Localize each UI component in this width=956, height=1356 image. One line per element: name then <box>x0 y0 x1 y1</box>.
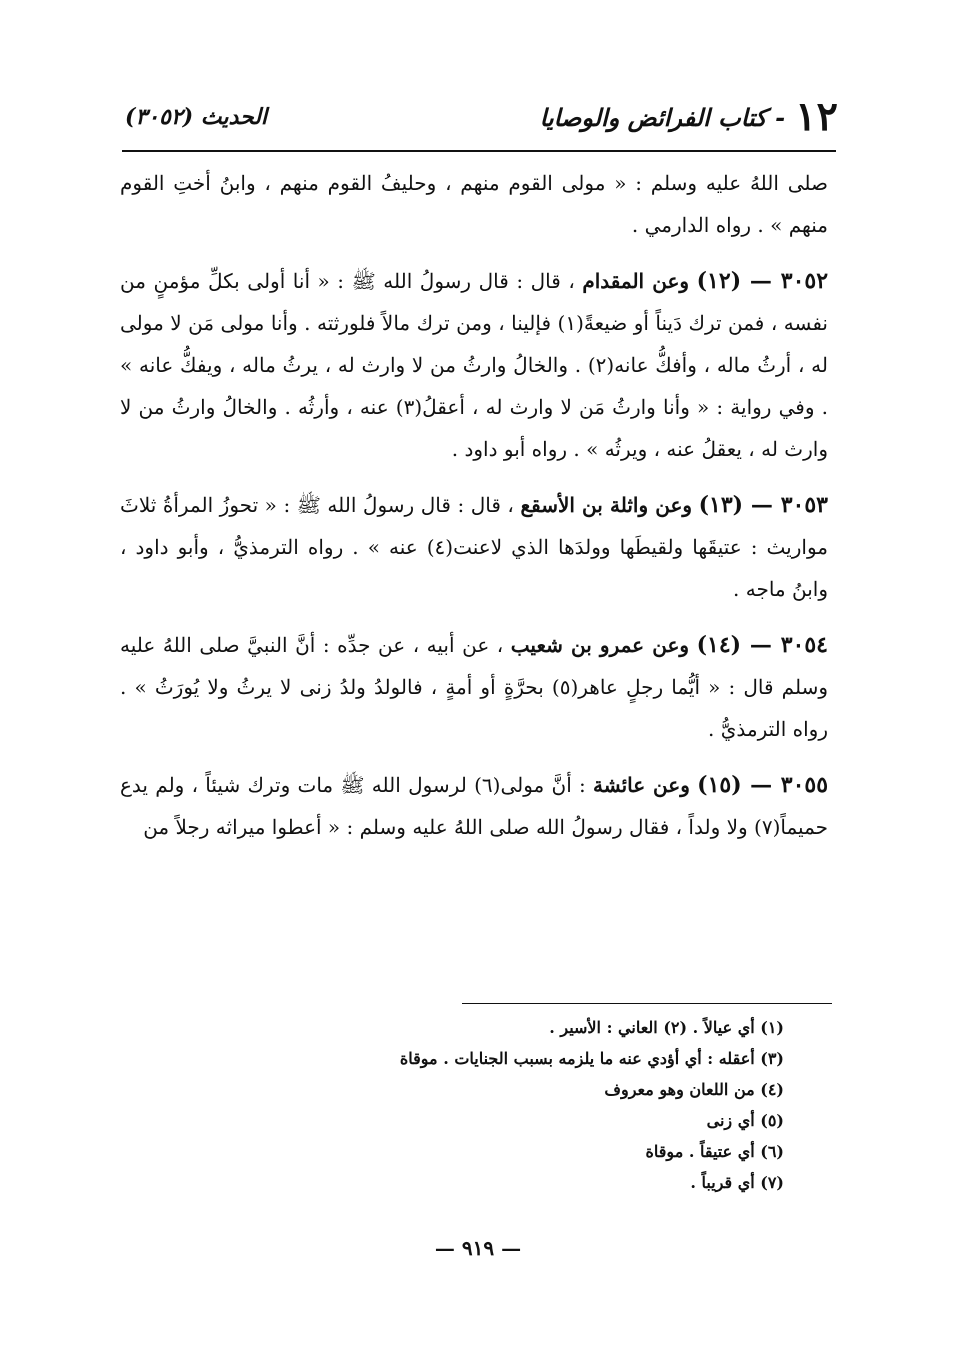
main-text <box>120 162 828 862</box>
hadith-number: ٣٠٥٣ — (١٣) <box>698 492 828 518</box>
header-divider <box>122 150 836 152</box>
hadith-narrator: وعن عمرو بن شعيب <box>510 633 690 657</box>
hadith-narrator: وعن عائشة <box>593 773 690 797</box>
page-number: — ٩١٩ — <box>434 1236 522 1260</box>
hadith-3052 <box>120 260 828 470</box>
hadith-text: : أنَّ مولى(٦) لرسول الله ﷺ مات وترك شيئاً ، ولم يدع حميماً(٧) ولا ولداً ، فقال رسولُ الله صلى اللهُ عليه وسلم : « أعطوا ميراثه رجلاً من <box>120 773 828 839</box>
chapter-title: - كتاب الفرائض والوصايا <box>539 102 786 132</box>
hadith-range: الحديث (٣٠٥٢) <box>125 104 268 130</box>
hadith-text: ، عن أبيه ، عن جدِّه : أنَّ النبيَّ صلى اللهُ عليه وسلم قال : « أيُّما رجلٍ عاهر(٥) بحرَّةٍ أو أمةٍ ، فالولدُ ولدُ زنى لا يرثُ ولا يُورَثُ » . رواه الترمذيُّ . <box>120 633 829 741</box>
hadith-3054 <box>120 624 828 750</box>
footnote-divider <box>462 1003 832 1004</box>
hadith-3053 <box>120 484 828 610</box>
hadith-text: ، قال : قال رسولُ الله ﷺ : « أنا أولى بكلِّ مؤمنٍ من نفسه ، فمن ترك دَيناً أو ضيعةً(١) فإلينا ، ومن ترك مالاً فلورثته . وأنا مولى مَن لا مولى له ، أرثُ ماله ، وأفكُّ عانه(٢) . والخالُ وارثُ من لا وارث له ، يرثُ ماله ، ويفكُّ عانه » . وفي رواية : « وأنا وارثُ مَن لا وارث له ، أعقلُ(٣) عنه ، وأرثُه . والخالُ وارثُ من لا وارث له ، يعقلُ عنه ، ويرثُه » . رواه أبو داود . <box>120 269 829 461</box>
hadith-number: ٣٠٥٥ — (١٥) <box>697 772 829 798</box>
footnote-5: (٥) أي زنى <box>706 1111 784 1130</box>
hadith-narrator: وعن واثلة بن الأسقع <box>520 493 693 517</box>
footnote-1-2: (١) أي عيالاً . (٢) العاني : الأسير . <box>549 1018 784 1037</box>
footnote-3: (٣) أعقله : أي أؤدي عنه ما يلزمه بسبب الجنايات . موقاة <box>399 1049 784 1068</box>
footnote-4: (٤) من اللعان وهو معروف <box>604 1080 784 1099</box>
hadith-narrator: وعن المقدام <box>582 269 690 293</box>
chapter-number: ١٢ <box>795 93 838 140</box>
hadith-number: ٣٠٥٤ — (١٤) <box>696 632 828 658</box>
paragraph-text: صلى اللهُ عليه وسلم : « مولى القوم منهم ، وحليفُ القوم منهم ، وابنُ أختِ القوم منهم » . رواه الدارمي . <box>120 171 828 237</box>
footnotes <box>314 1012 784 1198</box>
page-header <box>125 88 838 146</box>
hadith-3055 <box>120 764 828 848</box>
chapter-heading <box>539 93 838 140</box>
hadith-text: ، قال : قال رسولُ الله ﷺ : « تحوزُ المرأةُ ثلاثَ مواريث : عتيقَها ولقيطَها وولدَها الذي لاعنت(٤) عنه » . رواه الترمذيُّ ، وأبو داود ، وابنُ ماجه . <box>120 493 829 601</box>
hadith-number: ٣٠٥٢ — (١٢) <box>696 268 829 294</box>
footnote-6: (٦) أي عتيقاً . موقاة <box>645 1142 784 1161</box>
paragraph-continuation <box>120 162 828 246</box>
footnote-7: (٧) أي قريباً . <box>690 1173 784 1192</box>
